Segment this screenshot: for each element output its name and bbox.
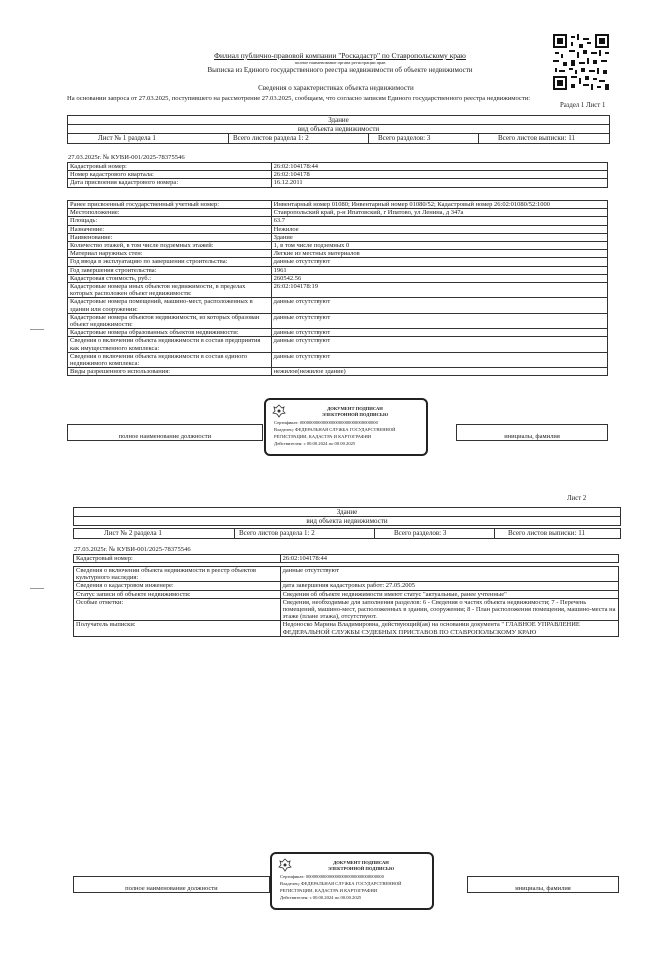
detail-label: Сведения о кадастровом инженере: (74, 582, 281, 590)
detail-value: Недоноско Марина Владимировна, действующий(ая) на основании документа " ГЛАВНОЕ УПРАВЛЕНИЕ ФЕДЕРАЛЬНОЙ СЛУЖБЫ СУДЕБНЫХ ПРИСТАВОВ ПО СТАВРОПОЛЬСКОМУ КРАЮ (280, 621, 618, 636)
sheet2-number: Лист № 2 раздела 1 (104, 529, 162, 537)
section-sheet-label: Раздел 1 Лист 1 (560, 102, 606, 109)
characteristic-value: данные отсутствуют (271, 258, 607, 266)
stamp-line-3: Сертификат: 0000000000000000000000000000000000 (274, 420, 378, 425)
characteristic-label: Местоположение: (68, 209, 272, 217)
characteristic-label: Сведения о включении объекта недвижимости в состав единого недвижимого комплекса: (68, 352, 272, 367)
characteristic-row (68, 337, 608, 352)
e-signature-stamp (264, 398, 428, 456)
extract-number: 27.03.2025г. № КУВИ-001/2025-78375546 (68, 154, 185, 161)
characteristic-value: Здание (271, 233, 607, 241)
characteristic-label: Год завершения строительства: (68, 266, 272, 274)
sheet-number: Лист № 1 раздела 1 (98, 134, 156, 142)
qr-code-icon (553, 34, 609, 90)
position-label: полное наименование должности (68, 425, 263, 441)
sheet2-extract-number: 27.03.2025г. № КУВИ-001/2025-78375546 (74, 546, 191, 553)
sheet2-total-sheets: Всего листов выписки: 11 (508, 529, 585, 537)
detail-value: дата завершения кадастровых работ: 27.05.2005 (280, 582, 618, 590)
object-type-box (67, 115, 610, 134)
characteristic-label: Материал наружных стен: (68, 250, 272, 258)
characteristic-row (68, 233, 608, 241)
total-sheets: Всего листов выписки: 11 (498, 134, 575, 142)
characteristic-row (68, 352, 608, 367)
sheet2-label: Лист 2 (567, 495, 587, 502)
characteristic-value: данные отсутствуют (271, 313, 607, 328)
stamp2-line-3: Сертификат: 0000000000000000000000000000000000 (280, 874, 384, 879)
org-subtitle: полное наименование органа регистрации прав (294, 60, 386, 65)
initials-label: инициалы, фамилия (457, 425, 608, 441)
characteristic-label: Кадастровые номера объектов недвижимости, из которых образован объект недвижимости: (68, 313, 272, 328)
sheet-info-row (67, 133, 610, 144)
sheet2-info-row (73, 528, 621, 539)
characteristic-row (68, 298, 608, 313)
initials-label-2: инициалы, фамилия (468, 877, 619, 893)
characteristic-value: 1, в том числе подземных 0 (271, 242, 607, 250)
basis-text: На основании запроса от 27.03.2025, поступившего на рассмотрение 27.03.2025, сообщаем, что согласно записям Единого государственного реестра недвижимости: (67, 95, 531, 102)
characteristic-value: Легкие из местных материалов (271, 250, 607, 258)
cadastral-table (67, 162, 608, 188)
characteristic-label: Наименование: (68, 233, 272, 241)
characteristic-value: данные отсутствуют (271, 352, 607, 367)
e-signature-stamp-2 (270, 852, 434, 910)
object-type-caption-2: вид объекта недвижимости (306, 517, 388, 525)
detail-row (74, 567, 619, 582)
characteristic-row (68, 313, 608, 328)
stamp2-line-6: Действителен: с 00.00.2024 по 00.00.2025 (280, 895, 362, 900)
sheet2-cad-value: 26:02:104178:44 (280, 555, 618, 563)
total-sections: Всего разделов: 3 (378, 134, 431, 142)
cadastral-label: Дата присвоения кадастрового номера: (68, 179, 272, 187)
object-type-caption: вид объекта недвижимости (297, 125, 380, 133)
stamp-line-4: Владелец: ФЕДЕРАЛЬНАЯ СЛУЖБА ГОСУДАРСТВЕННОЙ (274, 427, 396, 432)
characteristic-row (68, 266, 608, 274)
characteristic-label: Кадастровые номера иных объектов недвижимости, в пределах которых расположен объект недвижимости: (68, 283, 272, 298)
detail-label: Особые отметки: (74, 598, 281, 621)
position-label-2: полное наименование должности (74, 877, 270, 893)
detail-label: Получатель выписки: (74, 621, 281, 636)
characteristic-row (68, 368, 608, 376)
detail-value: Сведения, необходимые для заполнения разделов: 6 - Сведения о частях объекта недвижимости; 7 - Перечень помещений, машино-мест, расположенных в здании, сооружении; 8 - План расположения помещения, машино-места на этаже (плане этажа), отсутствуют. (280, 598, 618, 621)
characteristic-value: 63.7 (271, 217, 607, 225)
characteristics-table (67, 200, 608, 376)
detail-row (74, 598, 619, 621)
stamp-line-6: Действителен: с 00.00.2024 по 00.00.2025 (274, 441, 356, 446)
characteristic-label: Год ввода в эксплуатацию по завершении строительства: (68, 258, 272, 266)
extract-title: Выписка из Единого государственного реестра недвижимости об объекте недвижимости (207, 66, 473, 74)
coat-of-arms-icon (272, 404, 286, 418)
characteristic-row (68, 329, 608, 337)
cadastral-label: Кадастровый номер: (68, 163, 272, 171)
fold-mark (30, 588, 44, 589)
cadastral-row (68, 171, 608, 179)
stamp2-line-4: Владелец: ФЕДЕРАЛЬНАЯ СЛУЖБА ГОСУДАРСТВЕННОЙ (280, 881, 402, 886)
characteristic-row (68, 201, 608, 209)
detail-label: Сведения о включении объекта недвижимости в реестр объектов культурного наследия: (74, 567, 281, 582)
sheet2-total-sections: Всего разделов: 3 (394, 529, 447, 537)
characteristic-value: 260542.56 (271, 274, 607, 282)
characteristic-label: Кадастровые номера образованных объектов недвижимости: (68, 329, 272, 337)
cadastral-value: 26:02:104178:44 (271, 163, 607, 171)
cadastral-value: 16.12.2011 (271, 179, 607, 187)
characteristic-label: Площадь: (68, 217, 272, 225)
stamp-line-2: ЭЛЕКТРОННОЙ ПОДПИСЬЮ (321, 412, 389, 417)
stamp2-line-5: РЕГИСТРАЦИИ, КАДАСТРА И КАРТОГРАФИИ (280, 888, 378, 893)
stamp2-line-1: ДОКУМЕНТ ПОДПИСАН (333, 860, 389, 865)
characteristic-label: Количество этажей, в том числе подземных этажей: (68, 242, 272, 250)
cadastral-row (68, 179, 608, 187)
characteristic-value: Нежилое (271, 225, 607, 233)
cadastral-row (68, 163, 608, 171)
characteristic-row (68, 217, 608, 225)
characteristic-label: Назначение: (68, 225, 272, 233)
object-type-2: Здание (74, 508, 620, 517)
sheet2-total-sheets-section: Всего листов раздела 1: 2 (239, 529, 315, 537)
fold-mark (30, 329, 44, 330)
detail-row (74, 582, 619, 590)
cadastral-label: Номер кадастрового квартала: (68, 171, 272, 179)
characteristic-label: Ранее присвоенный государственный учетный номер: (68, 201, 272, 209)
characteristic-row (68, 283, 608, 298)
detail-label: Статус записи об объекте недвижимости: (74, 590, 281, 598)
cadastral-value: 26:02:104178 (271, 171, 607, 179)
stamp-line-1: ДОКУМЕНТ ПОДПИСАН (327, 406, 383, 411)
characteristic-value: Инвентарный номер 01080; Инвентарный номер 01080/52; Кадастровый номер 26:02:01080/52:1000 (271, 201, 607, 209)
characteristic-label: Кадастровые номера помещений, машино-мест, расположенных в здании или сооружении: (68, 298, 272, 313)
info-title: Сведения о характеристиках объекта недвижимости (258, 84, 414, 92)
stamp2-line-2: ЭЛЕКТРОННОЙ ПОДПИСЬЮ (327, 866, 395, 871)
characteristic-value: данные отсутствуют (271, 337, 607, 352)
total-sheets-section: Всего листов раздела 1: 2 (233, 134, 309, 142)
object-type: Здание (68, 116, 609, 125)
stamp-line-5: РЕГИСТРАЦИИ, КАДАСТРА И КАРТОГРАФИИ (274, 434, 372, 439)
object-type-box-2 (73, 507, 621, 526)
org-name: Филиал публично-правовой компании "Роскадастр" по Ставропольскому краю (214, 51, 466, 60)
characteristic-row (68, 242, 608, 250)
detail-row (74, 621, 619, 636)
characteristic-value: 1961 (271, 266, 607, 274)
sheet2-details-table (73, 566, 619, 637)
detail-value: Сведения об объекте недвижимости имеют статус "актуальные, ранее учтенные" (280, 590, 618, 598)
characteristic-row (68, 274, 608, 282)
characteristic-label: Кадастровая стоимость, руб.: (68, 274, 272, 282)
detail-row (74, 590, 619, 598)
characteristic-value: данные отсутствуют (271, 329, 607, 337)
characteristic-value: 26:02:104178:19 (271, 283, 607, 298)
characteristic-row (68, 225, 608, 233)
coat-of-arms-icon (278, 858, 292, 872)
characteristic-value: данные отсутствуют (271, 298, 607, 313)
detail-value: данные отсутствуют (280, 567, 618, 582)
sheet2-cadastral-table (73, 554, 619, 563)
characteristic-label: Виды разрешенного использования: (68, 368, 272, 376)
characteristic-row (68, 250, 608, 258)
characteristic-row (68, 209, 608, 217)
characteristic-row (68, 258, 608, 266)
characteristic-value: Ставропольский край, р-н Ипатовский, г Ипатово, ул Ленина, д 347а (271, 209, 607, 217)
sheet2-cad-label: Кадастровый номер: (74, 555, 281, 563)
characteristic-label: Сведения о включении объекта недвижимости в состав предприятия как имущественного комплекса: (68, 337, 272, 352)
characteristic-value: нежилое(нежилое здание) (271, 368, 607, 376)
